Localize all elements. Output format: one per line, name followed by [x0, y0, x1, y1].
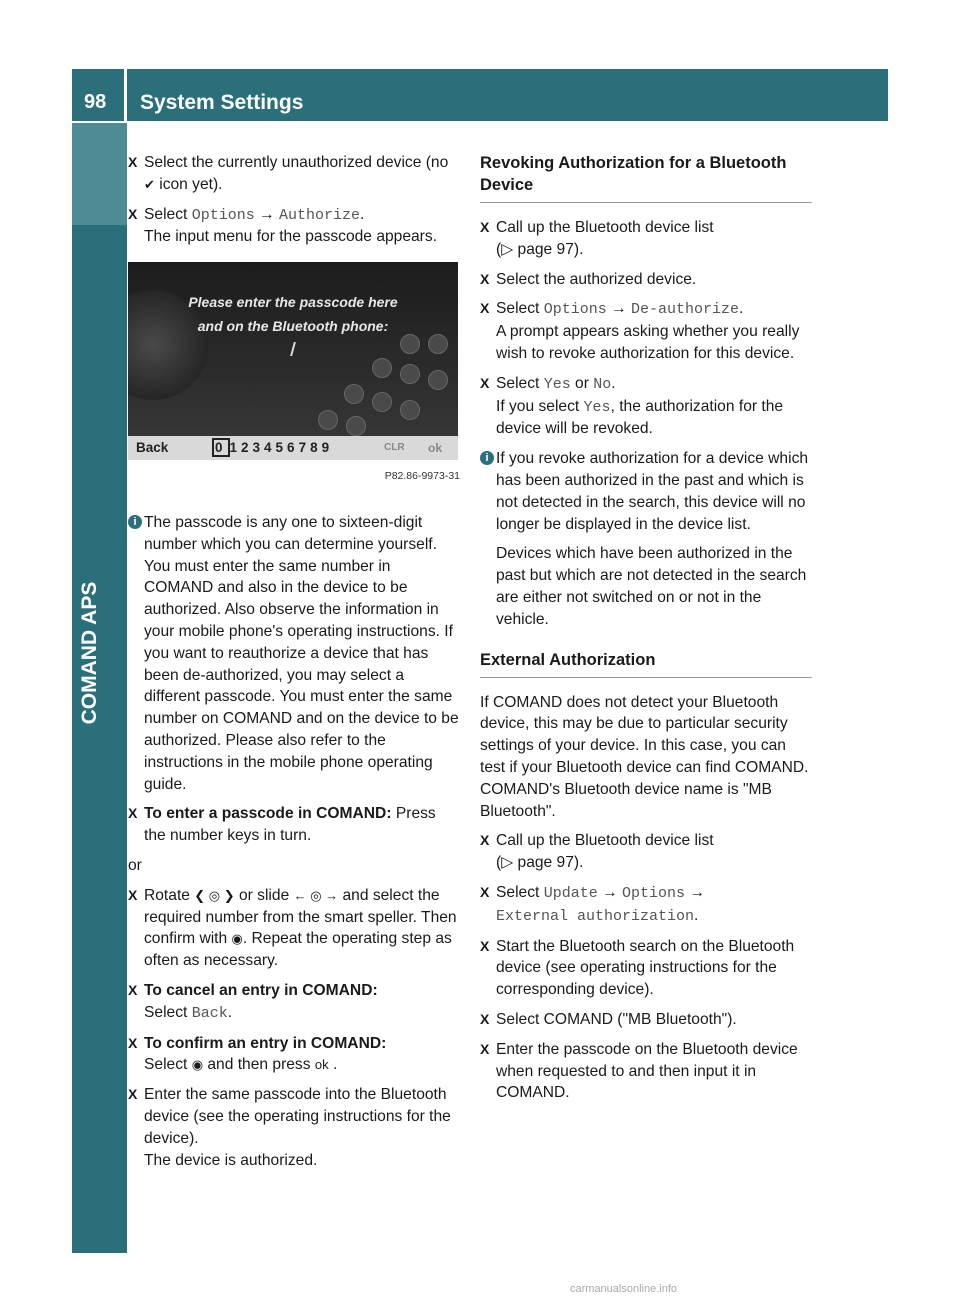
step-title: To confirm an entry in COMAND:: [144, 1034, 387, 1052]
step-text: Select: [496, 300, 544, 318]
step-text: Enter the same passcode into the Bluetooth device (see the operating instructions for the device).: [144, 1086, 451, 1147]
step-text: .: [611, 374, 616, 392]
page-number: 98: [84, 91, 107, 113]
step-text: and then press: [203, 1056, 315, 1074]
header-divider: [124, 69, 127, 121]
digit-speller: [212, 436, 333, 460]
step-rotate-select: [128, 885, 460, 972]
step-select-authorize: [128, 204, 460, 249]
info-note: [128, 512, 460, 795]
menu-term: Yes: [583, 398, 611, 416]
step-start-search: [480, 936, 812, 1001]
info-note: [480, 448, 812, 630]
menu-term: Options: [543, 301, 607, 319]
ok-key-icon: ok: [314, 1057, 329, 1073]
info-icon: i: [128, 515, 142, 529]
step-text: Select the currently unauthorized device (no: [144, 154, 449, 171]
step-text: and select the required number from the smart speller. Then confirm with: [144, 886, 457, 948]
step-enter-on-device: [128, 1084, 460, 1171]
step-text: .: [328, 1056, 338, 1074]
image-code: P82.86-9973-31: [384, 470, 460, 483]
side-tab-label: COMAND APS: [78, 581, 101, 725]
clear-button[interactable]: CLR: [384, 442, 405, 454]
menu-term: Options: [191, 206, 255, 224]
heading-revoking: Revoking Authorization for a Bluetooth Device: [480, 152, 812, 203]
step-text: or slide: [234, 886, 294, 904]
rotate-controller-icon: ❮ ◎ ❯: [194, 887, 235, 903]
step-text: Rotate: [144, 886, 195, 904]
press-controller-icon: ◉: [191, 1057, 204, 1073]
step-text: .: [359, 205, 365, 223]
menu-term: Yes: [543, 375, 571, 393]
menu-term: No: [593, 375, 612, 393]
arrow-icon: →: [597, 883, 622, 901]
screen-prompt: and on the Bluetooth phone:: [197, 318, 389, 335]
checkmark-icon: ✔: [144, 176, 155, 192]
page-reference: (▷ page 97).: [496, 854, 584, 872]
step-result: The device is authorized.: [144, 1151, 318, 1169]
step-call-list: [480, 830, 812, 874]
paragraph: If COMAND does not detect your Bluetooth device, this may be due to particular security settings of your device. In this case, you can test if your Bluetooth device can find COMAND. COMAND's Bluetooth device name is "MB Bluetooth".: [480, 693, 809, 820]
side-tab: [72, 123, 127, 1253]
menu-term: De-authorize: [630, 301, 739, 319]
page-reference: (▷ page 97).: [496, 240, 584, 258]
step-text: .: [227, 1003, 233, 1021]
keypad-key: [318, 410, 338, 430]
keypad-key: [344, 384, 364, 404]
note-text: The passcode is any one to sixteen-digit number which you can determine yourself. You must enter the same number in COMAND and also in the device to be authorized. Also observe the information in your mobile phone's operating instructions. If you want to reauthorize a device that has been de-authorized, you may select a different passcode. You must enter the same number on COMAND and on the device to be authorized. Please also refer to the instructions in the mobile phone operating guide.: [144, 513, 459, 793]
note-text: Devices which have been authorized in the past but which are not detected in the search are either not switched on or not in the vehicle.: [496, 545, 807, 628]
step-text: . Repeat the operating step as often as necessary.: [144, 930, 452, 970]
or-text: or: [128, 856, 142, 874]
step-text: .: [694, 906, 699, 924]
keypad-key: [400, 400, 420, 420]
step-text: Call up the Bluetooth device list: [496, 219, 714, 236]
step-title: To cancel an entry in COMAND:: [144, 981, 378, 999]
step-select-device: [128, 152, 460, 196]
step-deauthorize: [480, 298, 812, 364]
step-select-comand: [480, 1009, 812, 1031]
step-text: Select: [144, 205, 192, 223]
step-select-authorized: [480, 269, 812, 291]
keypad-key: [428, 370, 448, 390]
step-text: Select: [144, 1056, 192, 1074]
step-text: or: [570, 374, 594, 392]
screen-speller-bar: [128, 436, 458, 460]
step-text: Call up the Bluetooth device list: [496, 832, 714, 850]
step-text: Enter the passcode on the Bluetooth device when requested to and then input it in COMAND.: [496, 1040, 798, 1102]
ok-button[interactable]: ok: [428, 441, 443, 456]
section-title: System Settings: [140, 91, 304, 114]
menu-term: Update: [543, 884, 598, 902]
menu-term: Options: [621, 884, 685, 902]
keypad-key: [400, 364, 420, 384]
arrow-icon: →: [254, 205, 279, 223]
keypad-key: [372, 358, 392, 378]
keypad-key: [346, 416, 366, 436]
screen-prompt: Please enter the passcode here: [188, 294, 398, 311]
step-text: icon yet).: [154, 175, 223, 193]
step-result: A prompt appears asking whether you really wish to revoke authorization for this device.: [496, 323, 800, 362]
step-text: Start the Bluetooth search on the Bluetooth device (see operating instructions for the corresponding device).: [496, 937, 795, 999]
step-text: .: [739, 300, 744, 318]
step-enter-passcode: [128, 803, 460, 847]
step-text: Select: [144, 1003, 192, 1021]
menu-term: External authorization: [496, 907, 695, 925]
step-confirm-entry: [128, 1033, 460, 1077]
heading-external: External Authorization: [480, 649, 812, 678]
step-text: Press the number keys in turn.: [144, 805, 436, 845]
text-cursor: [290, 342, 296, 356]
page-header: [72, 69, 888, 121]
step-text: If you select: [496, 397, 584, 415]
step-text: Select: [496, 374, 544, 392]
passcode-screen-image: [128, 262, 458, 460]
step-text: Select the authorized device.: [496, 270, 697, 288]
step-text: , the authorization for the device will be revoked.: [496, 397, 784, 438]
arrow-icon: →: [606, 300, 631, 318]
info-icon: i: [480, 451, 494, 465]
step-text: Select COMAND ("MB Bluetooth").: [496, 1010, 737, 1028]
right-column: [480, 152, 812, 1112]
note-text: If you revoke authorization for a device which has been authorized in the past and which is not detected in the search, this device will no longer be displayed in the device list.: [496, 450, 809, 533]
side-tab-block: [72, 123, 127, 225]
menu-term: Back: [191, 1004, 228, 1022]
arrow-icon: →: [684, 883, 705, 901]
step-text: Select: [496, 883, 544, 901]
press-controller-icon: ◉: [231, 931, 243, 947]
watermark: carmanualsonline.info: [570, 1283, 678, 1295]
left-column: [128, 152, 460, 1179]
step-title: To enter a passcode in COMAND:: [144, 805, 392, 823]
step-external-auth: [480, 882, 812, 928]
digit-list[interactable]: 123456789: [229, 440, 334, 456]
back-button[interactable]: Back: [136, 440, 169, 456]
step-enter-passcode-device: [480, 1039, 812, 1104]
step-call-list: [480, 217, 812, 261]
slide-controller-icon: ← ◎ →: [293, 887, 339, 903]
step-result: The input menu for the passcode appears.: [144, 228, 437, 246]
menu-term: Authorize: [278, 206, 360, 224]
step-cancel-entry: [128, 980, 460, 1025]
step-yes-no: [480, 373, 812, 440]
digit-selected[interactable]: 0: [212, 438, 230, 457]
keypad-key: [372, 392, 392, 412]
